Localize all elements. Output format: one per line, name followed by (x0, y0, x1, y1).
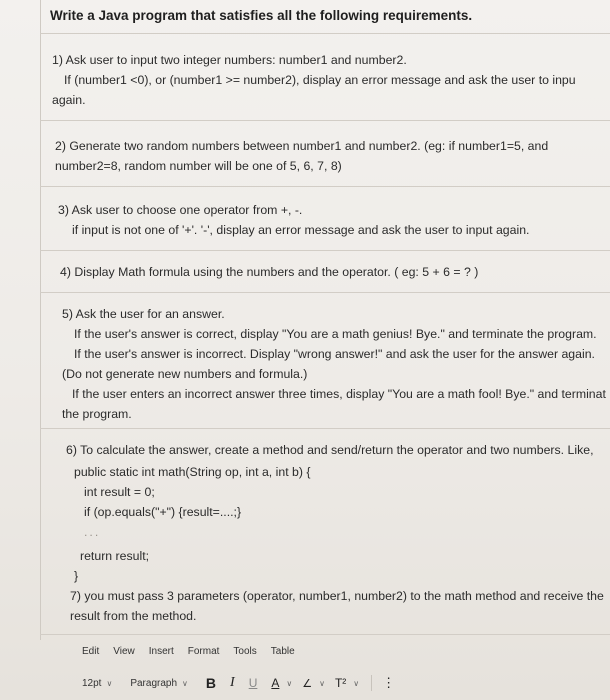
code-close-brace: } (74, 569, 79, 583)
underline-button[interactable]: U (248, 676, 258, 690)
code-signature: public static int math(String op, int a, int b) { (74, 465, 311, 479)
chevron-down-icon: ∨ (106, 678, 113, 688)
code-line: if (op.equals("+") {result=....;} (84, 505, 242, 519)
requirement-4: 4) Display Math formula using the numbers and the operator. ( eg: 5 + 6 = ? ) (60, 265, 479, 279)
divider (40, 634, 610, 635)
font-color-button[interactable]: A (271, 676, 280, 690)
menu-table[interactable]: Table (270, 646, 295, 657)
menu-edit[interactable]: Edit (82, 646, 100, 657)
divider (40, 428, 610, 429)
toolbar-separator (371, 675, 372, 691)
font-size-select[interactable]: 12pt ∨ (82, 677, 113, 689)
divider (40, 292, 610, 293)
superscript-button[interactable]: T² (334, 676, 347, 690)
divider (40, 250, 610, 251)
bold-button[interactable]: B (205, 675, 217, 691)
menu-insert[interactable]: Insert (148, 646, 174, 657)
paragraph-select[interactable]: Paragraph ∨ (130, 677, 188, 689)
question-heading: Write a Java program that satisfies all the following requirements. (50, 8, 473, 23)
menu-format[interactable]: Format (187, 646, 220, 657)
code-ellipsis: ... (84, 525, 101, 539)
chevron-down-icon[interactable]: ∨ (353, 678, 360, 688)
requirement-6: 6) To calculate the answer, create a method and send/return the operator and two numbers. Like, public static int math(String op, int a, int b) { int result = 0; if (op.equals("+") {result=....;} ... return result; } (66, 440, 594, 586)
code-line: int result = 0; (84, 485, 155, 499)
divider (40, 186, 610, 187)
editor-toolbar (82, 672, 409, 694)
editor-menubar (82, 646, 309, 657)
requirement-2: 2) Generate two random numbers between number1 and number2. (eg: if number1=5, and number2=8, random number will be one of 5, 6, 7, 8) (55, 139, 549, 173)
requirement-1: 1) Ask user to input two integer numbers: number1 and number2. If (number1 <0), or (number1 >= number2), display an error message and ask the user to inpu again. (52, 53, 576, 107)
highlight-icon[interactable]: ∠ (302, 677, 313, 690)
requirement-7: 7) you must pass 3 parameters (operator, number1, number2) to the math method and receive the result from the method. (70, 589, 604, 623)
divider (40, 120, 610, 121)
left-border (40, 0, 41, 640)
code-line: return result; (80, 549, 150, 563)
divider (40, 33, 610, 34)
menu-tools[interactable]: Tools (233, 646, 257, 657)
chevron-down-icon: ∨ (182, 678, 188, 688)
chevron-down-icon[interactable]: ∨ (286, 678, 293, 688)
requirement-5: 5) Ask the user for an answer. If the user's answer is correct, display "You are a math genius! Bye." and terminate the program. If the user's answer is incorrect. Display "wrong answer!" and ask the user for the answer again. (Do not generate new numbers and formula.) If the user enters an incorrect answer three times, display "You are a math fool! Bye." and terminat the program. (62, 307, 606, 421)
more-options-icon[interactable]: ⋮ (382, 675, 396, 690)
menu-view[interactable]: View (113, 646, 135, 657)
requirement-3: 3) Ask user to choose one operator from +, -. if input is not one of '+'. '-', display an error message and ask the user to input again. (58, 203, 530, 237)
chevron-down-icon[interactable]: ∨ (319, 678, 325, 688)
italic-button[interactable]: I (230, 675, 235, 690)
